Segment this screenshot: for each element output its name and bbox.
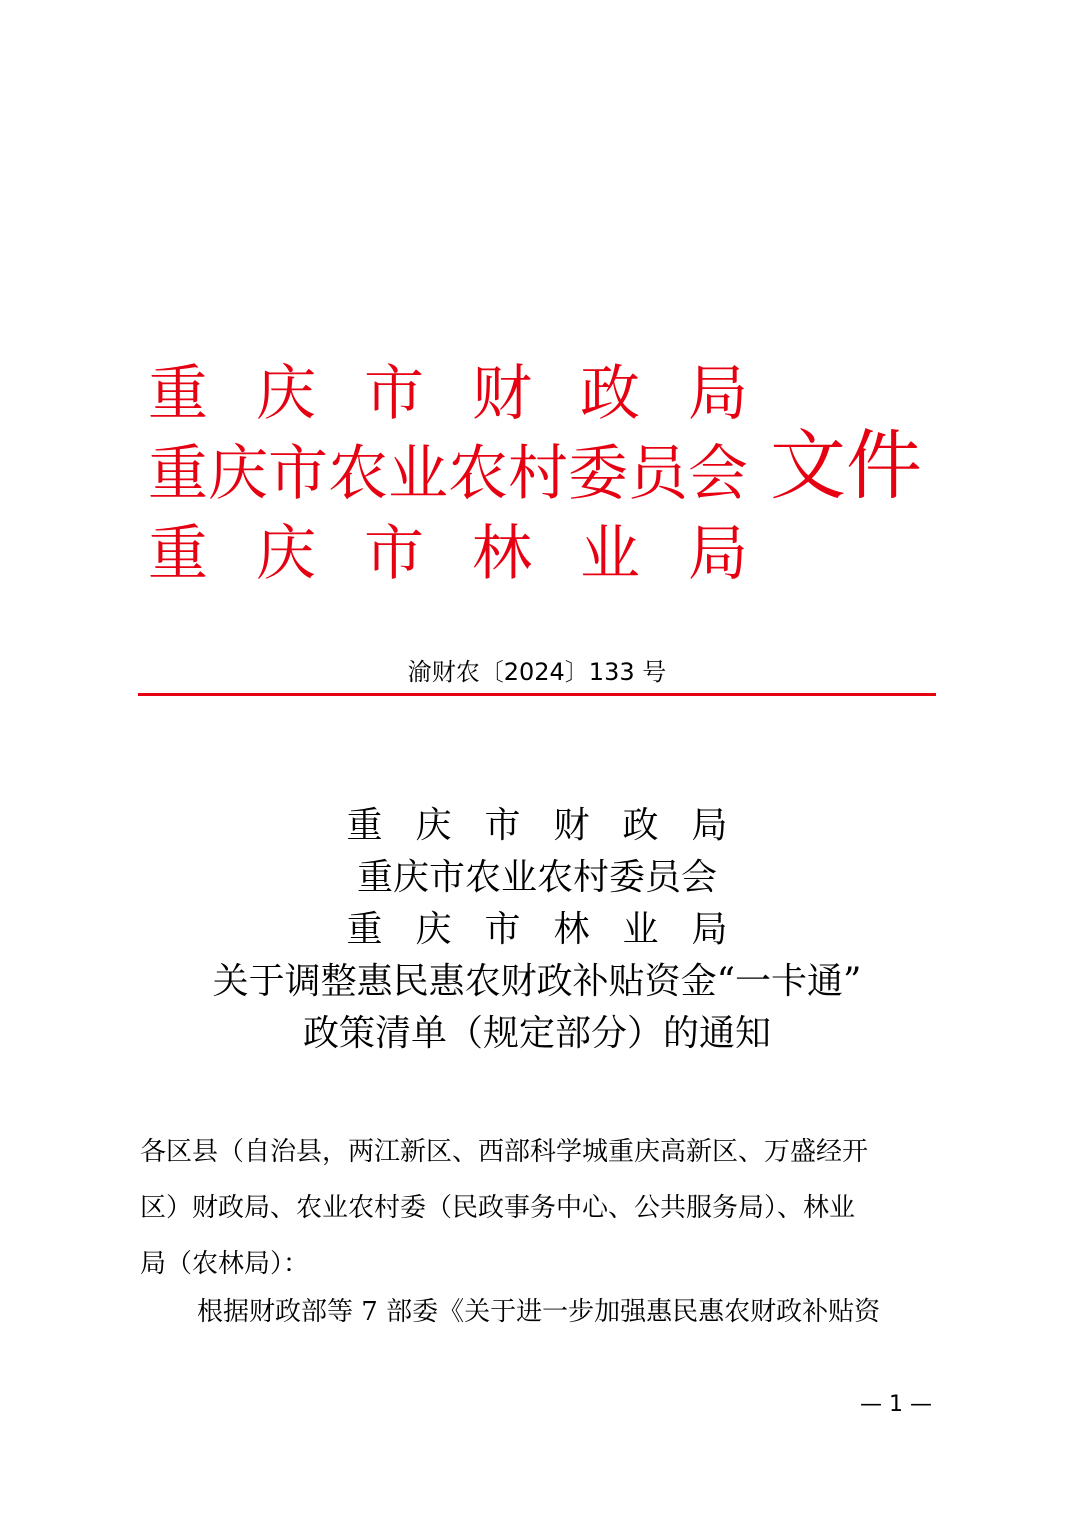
title-issuer-forestry: 重庆市林业局 (346, 909, 761, 950)
title-subject-line-2: 政策清单（规定部分）的通知 (302, 1013, 771, 1054)
notice-title (0, 800, 1074, 1060)
masthead-document-type: 文件 (770, 421, 922, 510)
title-issuer-finance: 重庆市财政局 (346, 805, 761, 846)
recipients-line-3: 局（农林局）： (140, 1249, 310, 1279)
title-subject-line-1: 关于调整惠民惠农财政补贴资金“一卡通” (212, 961, 862, 1002)
masthead-issuer-forestry: 重庆市林业局 (148, 519, 796, 589)
body-paragraph: 根据财政部等 7 部委《关于进一步加强惠民惠农财政补贴资 (197, 1297, 881, 1327)
recipients-block (140, 1124, 940, 1292)
recipients-line-2: 区）财政局、农业农村委（民政事务中心、公共服务局）、林业 (140, 1193, 856, 1223)
red-separator-rule (138, 693, 936, 696)
recipients-line-1: 各区县（自治县，两江新区、西部科学城重庆高新区、万盛经开 (140, 1137, 869, 1167)
masthead-issuer-finance: 重庆市财政局 (148, 359, 796, 429)
document-number: 渝财农〔2024〕133 号 (407, 658, 667, 686)
masthead-issuer-agriculture: 重庆市农业农村委员会 (148, 439, 748, 509)
page-number: — 1 — (860, 1392, 932, 1417)
title-issuer-agriculture: 重庆市农业农村委员会 (356, 857, 717, 898)
